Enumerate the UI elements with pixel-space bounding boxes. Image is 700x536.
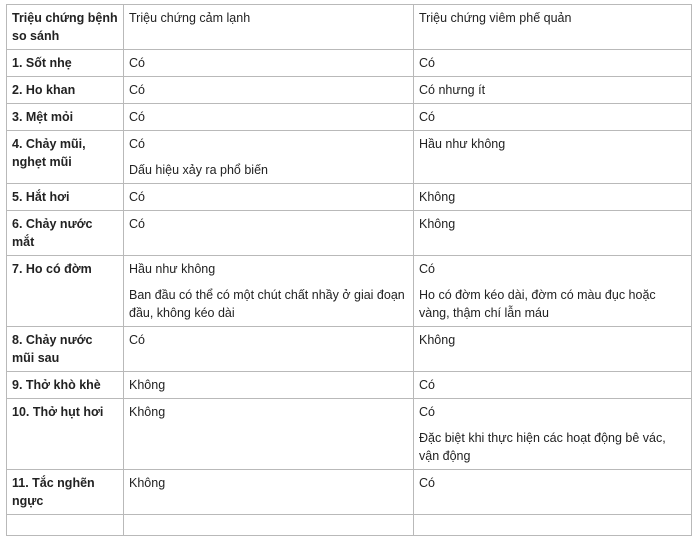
cell-text: Đặc biệt khi thực hiện các hoạt động bê vác, vận động (419, 431, 666, 463)
row-label: 3. Mệt mỏi (7, 104, 124, 131)
cold-cell (124, 77, 414, 104)
cold-cell (124, 104, 414, 131)
cell-text: Có (419, 262, 435, 276)
cell-text: Hầu như không (129, 262, 216, 276)
bronchitis-cell (414, 256, 692, 327)
header-cold: Triệu chứng cảm lạnh (124, 5, 414, 50)
cell-text: Không (129, 476, 166, 490)
row-label: 5. Hắt hơi (7, 184, 124, 211)
header-row (7, 5, 692, 50)
cell-text: Ban đầu có thể có một chút chất nhầy ở giai đoạn đầu, không kéo dài (129, 288, 405, 320)
cell-text: Hầu như không (419, 137, 506, 151)
cell-text: Không (419, 217, 456, 231)
row-label: 8. Chảy nước mũi sau (7, 327, 124, 372)
table-body (7, 50, 692, 536)
cell-text: Có (419, 405, 435, 419)
cold-cell (124, 327, 414, 372)
bronchitis-cell (414, 372, 692, 399)
table-row (7, 399, 692, 470)
table-row (7, 131, 692, 184)
row-label: 7. Ho có đờm (7, 256, 124, 327)
row-label (7, 515, 124, 536)
cell-text: Có (129, 333, 145, 347)
cell-text: Có (129, 56, 145, 70)
cell-text: Có (419, 110, 435, 124)
cold-cell (124, 211, 414, 256)
cold-cell (124, 399, 414, 470)
table-row (7, 372, 692, 399)
row-label: 4. Chảy mũi, nghẹt mũi (7, 131, 124, 184)
bronchitis-cell (414, 77, 692, 104)
table-row (7, 184, 692, 211)
row-label: 6. Chảy nước mắt (7, 211, 124, 256)
cell-text: Có (129, 137, 145, 151)
cell-text: Ho có đờm kéo dài, đờm có màu đục hoặc vàng, thậm chí lẫn máu (419, 288, 656, 320)
cell-text: Không (129, 378, 166, 392)
cell-text: Không (129, 405, 166, 419)
cold-cell (124, 50, 414, 77)
bronchitis-cell (414, 211, 692, 256)
table-row (7, 515, 692, 536)
cold-cell (124, 515, 414, 536)
row-label: 9. Thở khò khè (7, 372, 124, 399)
cell-text: Có (129, 217, 145, 231)
bronchitis-cell (414, 50, 692, 77)
cell-text: Có (129, 190, 145, 204)
table-row (7, 256, 692, 327)
cell-text: Có (419, 476, 435, 490)
cell-text: Không (419, 190, 456, 204)
cell-text: Có nhưng ít (419, 83, 486, 97)
comparison-table (6, 4, 692, 536)
row-label: 1. Sốt nhẹ (7, 50, 124, 77)
table-row (7, 77, 692, 104)
cell-text: Có (419, 378, 435, 392)
header-symptom: Triệu chứng bệnh so sánh (7, 5, 124, 50)
cold-cell (124, 131, 414, 184)
table-row (7, 470, 692, 515)
table-row (7, 50, 692, 77)
bronchitis-cell (414, 104, 692, 131)
bronchitis-cell (414, 184, 692, 211)
cold-cell (124, 184, 414, 211)
table-row (7, 104, 692, 131)
cold-cell (124, 256, 414, 327)
cell-text: Có (419, 56, 435, 70)
table-row (7, 211, 692, 256)
bronchitis-cell (414, 515, 692, 536)
table-row (7, 327, 692, 372)
bronchitis-cell (414, 470, 692, 515)
row-label: 2. Ho khan (7, 77, 124, 104)
bronchitis-cell (414, 131, 692, 184)
cold-cell (124, 470, 414, 515)
cell-text: Có (129, 83, 145, 97)
cell-text: Dấu hiệu xảy ra phổ biến (129, 163, 268, 177)
bronchitis-cell (414, 399, 692, 470)
cold-cell (124, 372, 414, 399)
cell-text: Có (129, 110, 145, 124)
cell-text: Không (419, 333, 456, 347)
bronchitis-cell (414, 327, 692, 372)
header-bronchitis: Triệu chứng viêm phế quản (414, 5, 692, 50)
row-label: 10. Thở hụt hơi (7, 399, 124, 470)
row-label: 11. Tắc nghẽn ngực (7, 470, 124, 515)
